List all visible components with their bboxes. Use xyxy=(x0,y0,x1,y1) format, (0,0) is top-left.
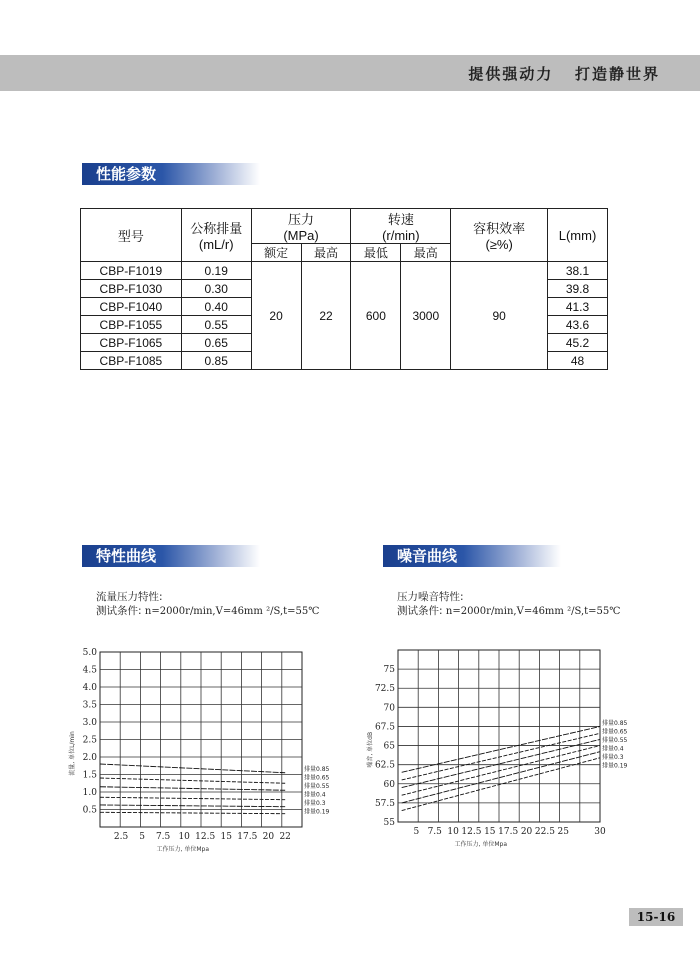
spec-table xyxy=(80,208,608,370)
flow-chart-title: 流量压力特性: xyxy=(96,591,163,603)
cell-efficiency: 90 xyxy=(451,262,548,370)
header-pressure: 压力 (MPa) xyxy=(251,209,351,244)
x-tick-label: 12.5 xyxy=(195,832,216,842)
x-tick-label: 10 xyxy=(447,827,459,837)
cell-model: CBP-F1055 xyxy=(81,316,182,334)
y-tick-label: 55 xyxy=(383,818,395,828)
cell-length: 48 xyxy=(548,352,608,370)
cell-model: CBP-F1040 xyxy=(81,298,182,316)
series-label: 排量0.3 xyxy=(602,754,624,761)
x-tick-label: 25 xyxy=(557,827,569,837)
cell-length: 45.2 xyxy=(548,334,608,352)
cell-model: CBP-F1030 xyxy=(81,280,182,298)
table-row xyxy=(81,262,608,280)
y-tick-label: 4.0 xyxy=(82,683,97,693)
x-tick-label: 20 xyxy=(520,827,533,837)
series-line xyxy=(100,805,285,807)
flow-cond-label: 测试条件: xyxy=(96,605,142,617)
y-tick-label: 75 xyxy=(383,665,395,676)
y-tick-label: 2.0 xyxy=(82,753,97,763)
x-tick-label: 15 xyxy=(484,827,496,837)
header-displacement: 公称排量 (mL/r) xyxy=(181,209,251,262)
noise-chart-conditions xyxy=(397,590,620,619)
series-label: 排量0.19 xyxy=(304,808,330,816)
x-tick-label: 2.5 xyxy=(113,832,129,842)
series-label: 排量0.4 xyxy=(304,791,326,799)
x-tick-label: 15 xyxy=(220,832,232,842)
series-label: 排量0.55 xyxy=(304,783,330,790)
series-line xyxy=(402,733,600,780)
slogan: 提供强动力 打造静世界 xyxy=(468,65,660,83)
header-model: 型号 xyxy=(81,209,182,262)
header-speed-min: 最低 xyxy=(351,244,401,262)
cell-length: 43.6 xyxy=(548,316,608,334)
y-tick-label: 62.5 xyxy=(374,760,395,771)
cell-length: 38.1 xyxy=(548,262,608,280)
series-line xyxy=(100,764,285,773)
series-label: 排量0.3 xyxy=(304,800,326,807)
cell-model: CBP-F1019 xyxy=(81,262,182,280)
x-axis-label: 工作压力, 单位Mpa xyxy=(454,841,508,848)
x-tick-label: 5 xyxy=(139,832,145,842)
y-tick-label: 0.5 xyxy=(82,805,97,816)
x-axis-label: 工作压力, 单位Mpa xyxy=(156,846,210,853)
x-tick-label: 5 xyxy=(413,827,420,837)
noise-cond-label: 测试条件: xyxy=(397,605,443,617)
y-tick-label: 5.0 xyxy=(82,648,97,658)
x-tick-label: 7.5 xyxy=(427,827,442,837)
x-tick-label: 12.5 xyxy=(461,827,482,837)
y-tick-label: 1.0 xyxy=(82,788,97,798)
section-title-curve: 特性曲线 xyxy=(82,545,260,567)
series-label: 排量0.65 xyxy=(602,728,628,736)
cell-speed-max: 3000 xyxy=(401,262,451,370)
page-number: 15-16 xyxy=(629,908,683,926)
cell-length: 39.8 xyxy=(548,280,608,298)
series-line xyxy=(100,812,285,813)
y-axis-label: 噪音, 单位dB xyxy=(367,731,374,768)
header-bar xyxy=(0,55,700,91)
series-label: 排量0.65 xyxy=(304,774,330,782)
header-speed-max: 最高 xyxy=(401,244,451,262)
y-tick-label: 1.5 xyxy=(82,770,97,781)
series-line xyxy=(402,746,600,796)
y-tick-label: 3.5 xyxy=(82,700,97,711)
x-tick-label: 22 xyxy=(279,832,291,842)
series-label: 排量0.4 xyxy=(602,745,624,753)
header-pressure-rated: 额定 xyxy=(251,244,301,262)
y-tick-label: 2.5 xyxy=(82,735,97,746)
cell-length: 41.3 xyxy=(548,298,608,316)
cell-disp: 0.40 xyxy=(181,298,251,316)
cell-disp: 0.55 xyxy=(181,316,251,334)
series-label: 排量0.85 xyxy=(602,720,628,727)
series-line xyxy=(402,739,600,787)
flow-pressure-chart xyxy=(70,640,340,855)
x-tick-label: 30 xyxy=(594,827,606,837)
noise-cond-value: n=2000r/min,V=46mm ²/S,t=55℃ xyxy=(445,606,621,617)
cell-disp: 0.65 xyxy=(181,334,251,352)
x-tick-label: 10 xyxy=(178,832,190,842)
y-axis-label: 流量, 单位L/min xyxy=(69,731,76,776)
section-title-params: 性能参数 xyxy=(82,163,260,185)
cell-disp: 0.30 xyxy=(181,280,251,298)
cell-model: CBP-F1085 xyxy=(81,352,182,370)
cell-disp: 0.19 xyxy=(181,262,251,280)
flow-cond-value: n=2000r/min,V=46mm ²/S,t=55℃ xyxy=(144,606,320,617)
series-line xyxy=(100,797,285,799)
series-line xyxy=(100,778,285,783)
y-tick-label: 72.5 xyxy=(374,684,395,695)
noise-chart-title: 压力噪音特性: xyxy=(397,591,464,603)
series-label: 排量0.85 xyxy=(304,766,330,773)
cell-pressure-rated: 20 xyxy=(251,262,301,370)
series-line xyxy=(402,752,600,803)
cell-pressure-max: 22 xyxy=(301,262,351,370)
x-tick-label: 17.5 xyxy=(498,827,519,837)
pressure-noise-chart xyxy=(358,642,648,857)
header-length: L(mm) xyxy=(548,209,608,262)
header-efficiency: 容积效率 (≥%) xyxy=(451,209,548,262)
y-tick-label: 3.0 xyxy=(82,718,97,728)
section-title-noise: 噪音曲线 xyxy=(383,545,561,567)
x-tick-label: 20 xyxy=(262,832,275,842)
y-tick-label: 67.5 xyxy=(374,722,395,733)
y-tick-label: 4.5 xyxy=(82,665,97,676)
series-label: 排量0.55 xyxy=(602,737,628,744)
y-tick-label: 60 xyxy=(383,779,395,790)
y-tick-label: 57.5 xyxy=(374,798,395,809)
flow-chart-conditions xyxy=(96,590,319,619)
series-line xyxy=(100,787,285,791)
header-pressure-max: 最高 xyxy=(301,244,351,262)
header-speed: 转速 (r/min) xyxy=(351,209,451,244)
x-tick-label: 17.5 xyxy=(237,832,258,842)
x-tick-label: 7.5 xyxy=(155,832,171,842)
series-label: 排量0.19 xyxy=(602,762,628,770)
series-line xyxy=(402,726,600,772)
cell-speed-min: 600 xyxy=(351,262,401,370)
y-tick-label: 65 xyxy=(383,741,395,752)
cell-disp: 0.85 xyxy=(181,352,251,370)
cell-model: CBP-F1065 xyxy=(81,334,182,352)
x-tick-label: 22.5 xyxy=(534,827,555,837)
y-tick-label: 70 xyxy=(383,703,395,714)
